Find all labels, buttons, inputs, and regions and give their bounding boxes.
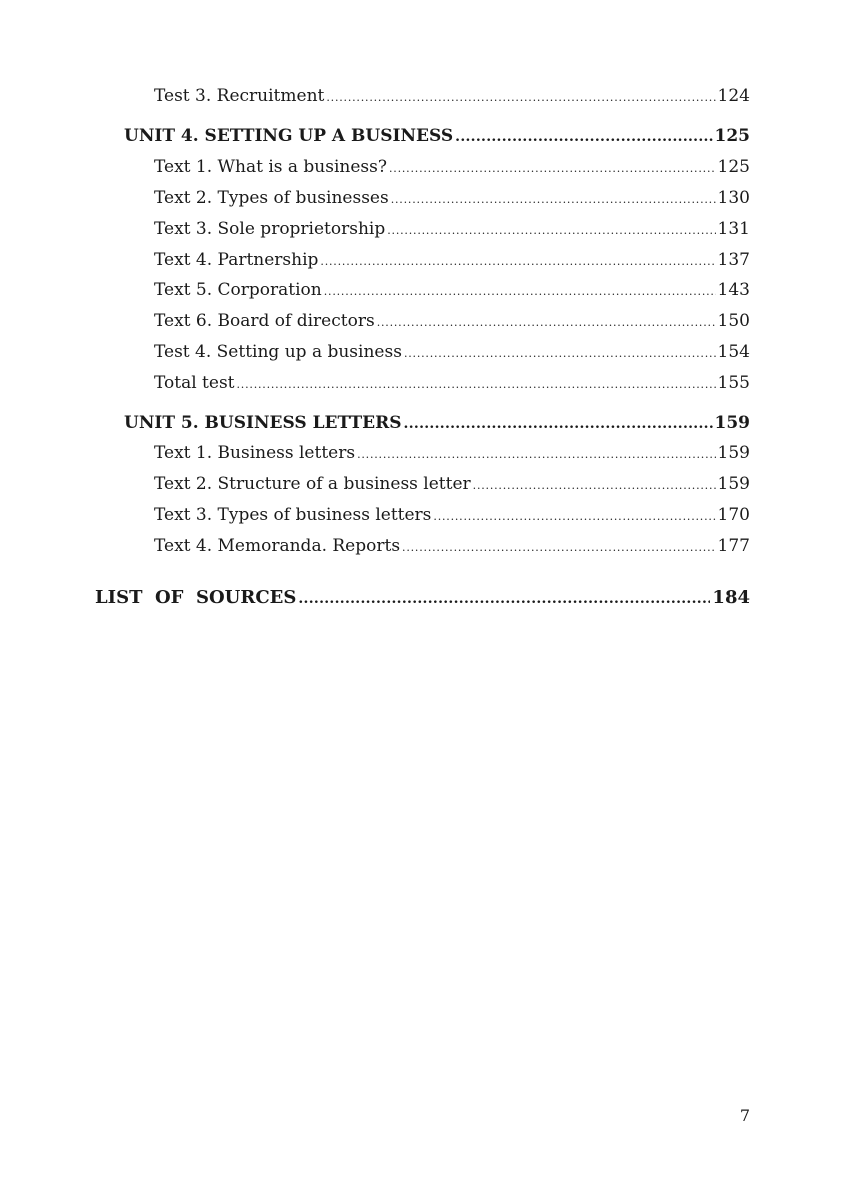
toc-entry-title: UNIT 4. SETTING UP A BUSINESS [124,126,454,146]
toc-entry-types-of-businesses [154,187,750,211]
dot-leader [404,341,716,365]
toc-entry-page: 124 [717,86,750,106]
toc-entry-page: 159 [714,413,750,433]
toc-entry-sole-proprietorship [154,218,750,242]
dot-leader [433,504,715,528]
toc-entry-title: Text 6. Board of directors [154,311,375,331]
toc-entry-title: Text 5. Corporation [154,280,322,300]
toc-entry-page: 125 [717,157,750,177]
dot-leader [387,218,715,242]
dot-leader [455,125,712,148]
toc-entry-corporation [154,279,750,303]
dot-leader [391,187,716,211]
toc-entry-page: 130 [717,188,750,208]
toc-entry-title: LIST OF SOURCES [95,587,297,608]
toc-entry-page: 154 [717,342,750,362]
toc-entry-title: Test 3. Recruitment [154,86,325,106]
toc-entry-title: Test 4. Setting up a business [154,342,402,362]
toc-entry-title: Text 4. Partnership [154,250,319,270]
toc-entry-partnership [154,249,750,273]
toc-entry-board-of-directors [154,310,750,334]
toc-entry-page: 184 [712,587,750,608]
dot-leader [357,442,715,466]
toc-entry-title: UNIT 5. BUSINESS LETTERS [124,413,402,433]
toc-entry-page: 150 [717,311,750,331]
toc-entry-what-is-a-business [154,156,750,180]
dot-leader [377,310,716,334]
toc-entry-page: 155 [717,373,750,393]
toc-entry-types-of-letters [154,504,750,528]
toc-entry-title: Total test [154,373,235,393]
toc-entry-page: 159 [717,474,750,494]
dot-leader [324,279,716,303]
toc-entry-page: 177 [717,536,750,556]
toc-entry-title: Text 2. Types of businesses [154,188,389,208]
toc-unit-4-heading [124,125,750,148]
page-number: 7 [739,1106,750,1125]
toc-entry-page: 159 [717,443,750,463]
toc-entry-title: Text 3. Types of business letters [154,505,432,525]
dot-leader [404,412,713,435]
dot-leader [320,249,715,273]
toc-entry-structure-of-letter [154,473,750,497]
toc-entry-business-letters [154,442,750,466]
toc-entry-test-3-recruitment [154,85,750,109]
toc-entry-title: Text 1. What is a business? [154,157,387,177]
dot-leader [298,587,710,610]
toc-entry-title: Text 2. Structure of a business letter [154,474,471,494]
dot-leader [402,535,716,559]
dot-leader [389,156,716,180]
toc-entry-total-test [154,372,750,396]
toc-entry-page: 143 [717,280,750,300]
toc-list-of-sources [95,587,750,610]
toc-entry-test-4-setting-up [154,341,750,365]
toc-entry-memoranda-reports [154,535,750,559]
toc-entry-page: 170 [717,505,750,525]
dot-leader [326,85,715,109]
toc-entry-title: Text 1. Business letters [154,443,356,463]
toc-entry-title: Text 4. Memoranda. Reports [154,536,401,556]
toc-entry-page: 131 [717,219,750,239]
dot-leader [473,473,716,497]
toc-entry-title: Text 3. Sole proprietorship [154,219,386,239]
dot-leader [237,372,716,396]
toc-entry-page: 137 [717,250,750,270]
toc-unit-5-heading [124,412,750,435]
toc-entry-page: 125 [714,126,750,146]
